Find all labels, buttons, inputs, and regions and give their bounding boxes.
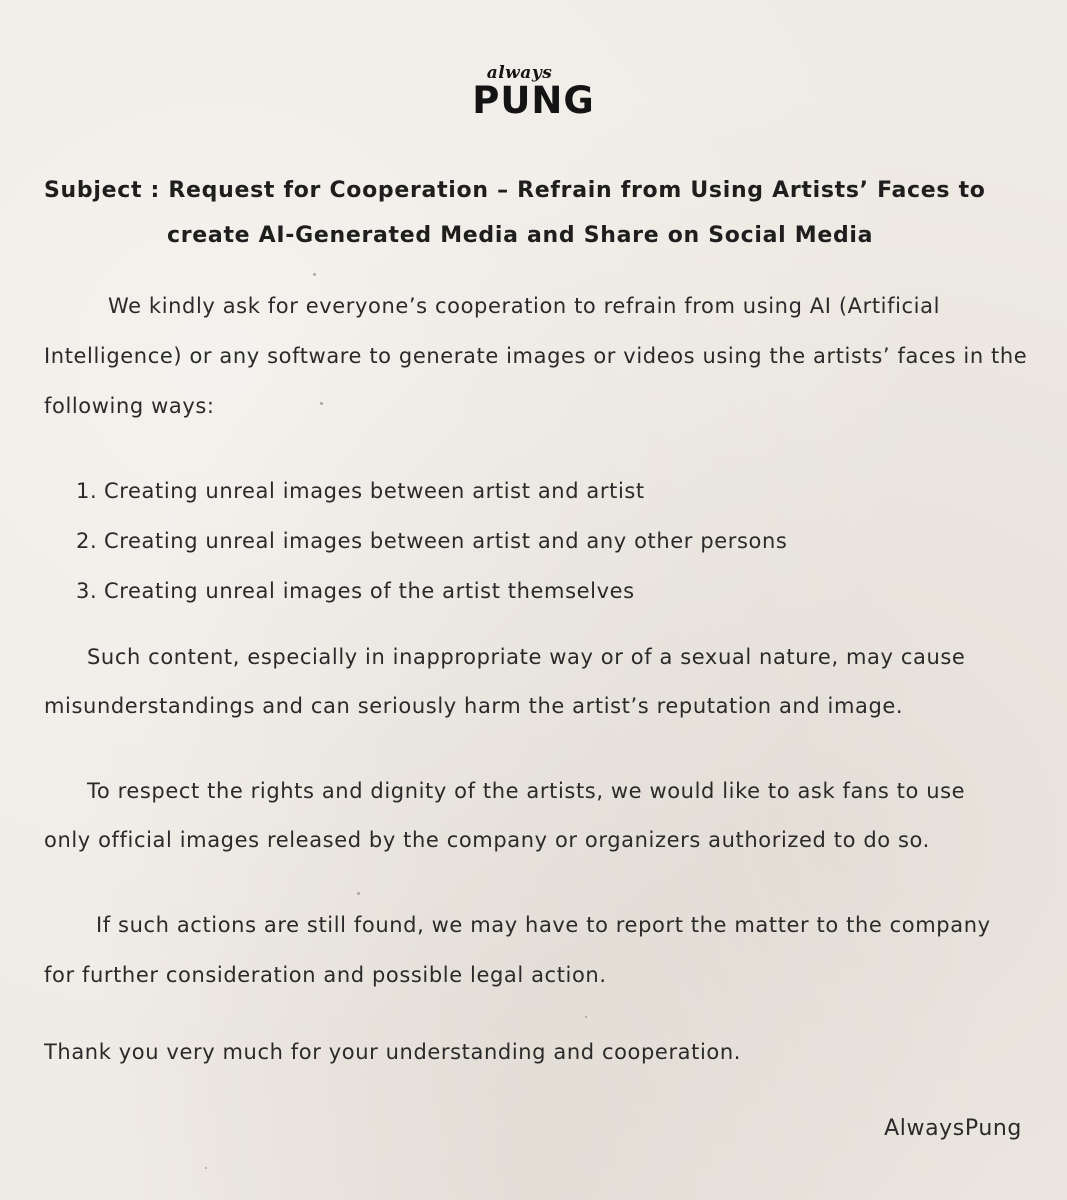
- list-item-text: Creating unreal images between artist and artist: [104, 479, 645, 503]
- logo-small-text: always: [486, 63, 553, 83]
- paragraph-2-line-2: misunderstandings and can seriously harm the artist’s reputation and image.: [44, 694, 904, 718]
- list-item: [76, 516, 787, 566]
- subject-line-2: create AI-Generated Media and Share on Social Media: [167, 223, 874, 248]
- intro-line-3: following ways:: [44, 394, 215, 418]
- list-item: [76, 466, 787, 516]
- logo: [0, 64, 1067, 120]
- paper-speck: [320, 402, 323, 405]
- paper-speck: [205, 1167, 207, 1169]
- paragraph-4-line-2: for further consideration and possible legal action.: [44, 963, 607, 987]
- subject-line-1: Subject : Request for Cooperation – Refrain from Using Artists’ Faces to: [44, 178, 986, 203]
- paper-speck: [585, 1016, 587, 1018]
- paper-speck: [313, 273, 316, 276]
- list-item-number: 1.: [76, 479, 98, 503]
- intro-line-1: We kindly ask for everyone’s cooperation to refrain from using AI (Artificial: [108, 294, 941, 318]
- list-item-number: 3.: [76, 579, 98, 603]
- paper-speck: [357, 892, 360, 895]
- list-item-text: Creating unreal images between artist and any other persons: [104, 529, 788, 553]
- paragraph-3-line-2: only official images released by the company or organizers authorized to do so.: [44, 828, 930, 852]
- paragraph-3-line-1: To respect the rights and dignity of the artists, we would like to ask fans to use: [87, 779, 966, 803]
- closing-line: Thank you very much for your understanding and cooperation.: [44, 1040, 742, 1064]
- subject-heading: [44, 168, 986, 258]
- logo-big-text: PUNG: [472, 79, 595, 122]
- paragraph-4-line-1: If such actions are still found, we may have to report the matter to the company: [96, 913, 991, 937]
- intro-line-2: Intelligence) or any software to generate images or videos using the artists’ faces in the: [44, 344, 1028, 368]
- signature: AlwaysPung: [884, 1116, 1022, 1141]
- request-list: [76, 466, 787, 616]
- paragraph-2-line-1: Such content, especially in inappropriate way or of a sexual nature, may cause: [87, 645, 966, 669]
- list-item-text: Creating unreal images of the artist themselves: [104, 579, 635, 603]
- list-item-number: 2.: [76, 529, 98, 553]
- list-item: [76, 566, 787, 616]
